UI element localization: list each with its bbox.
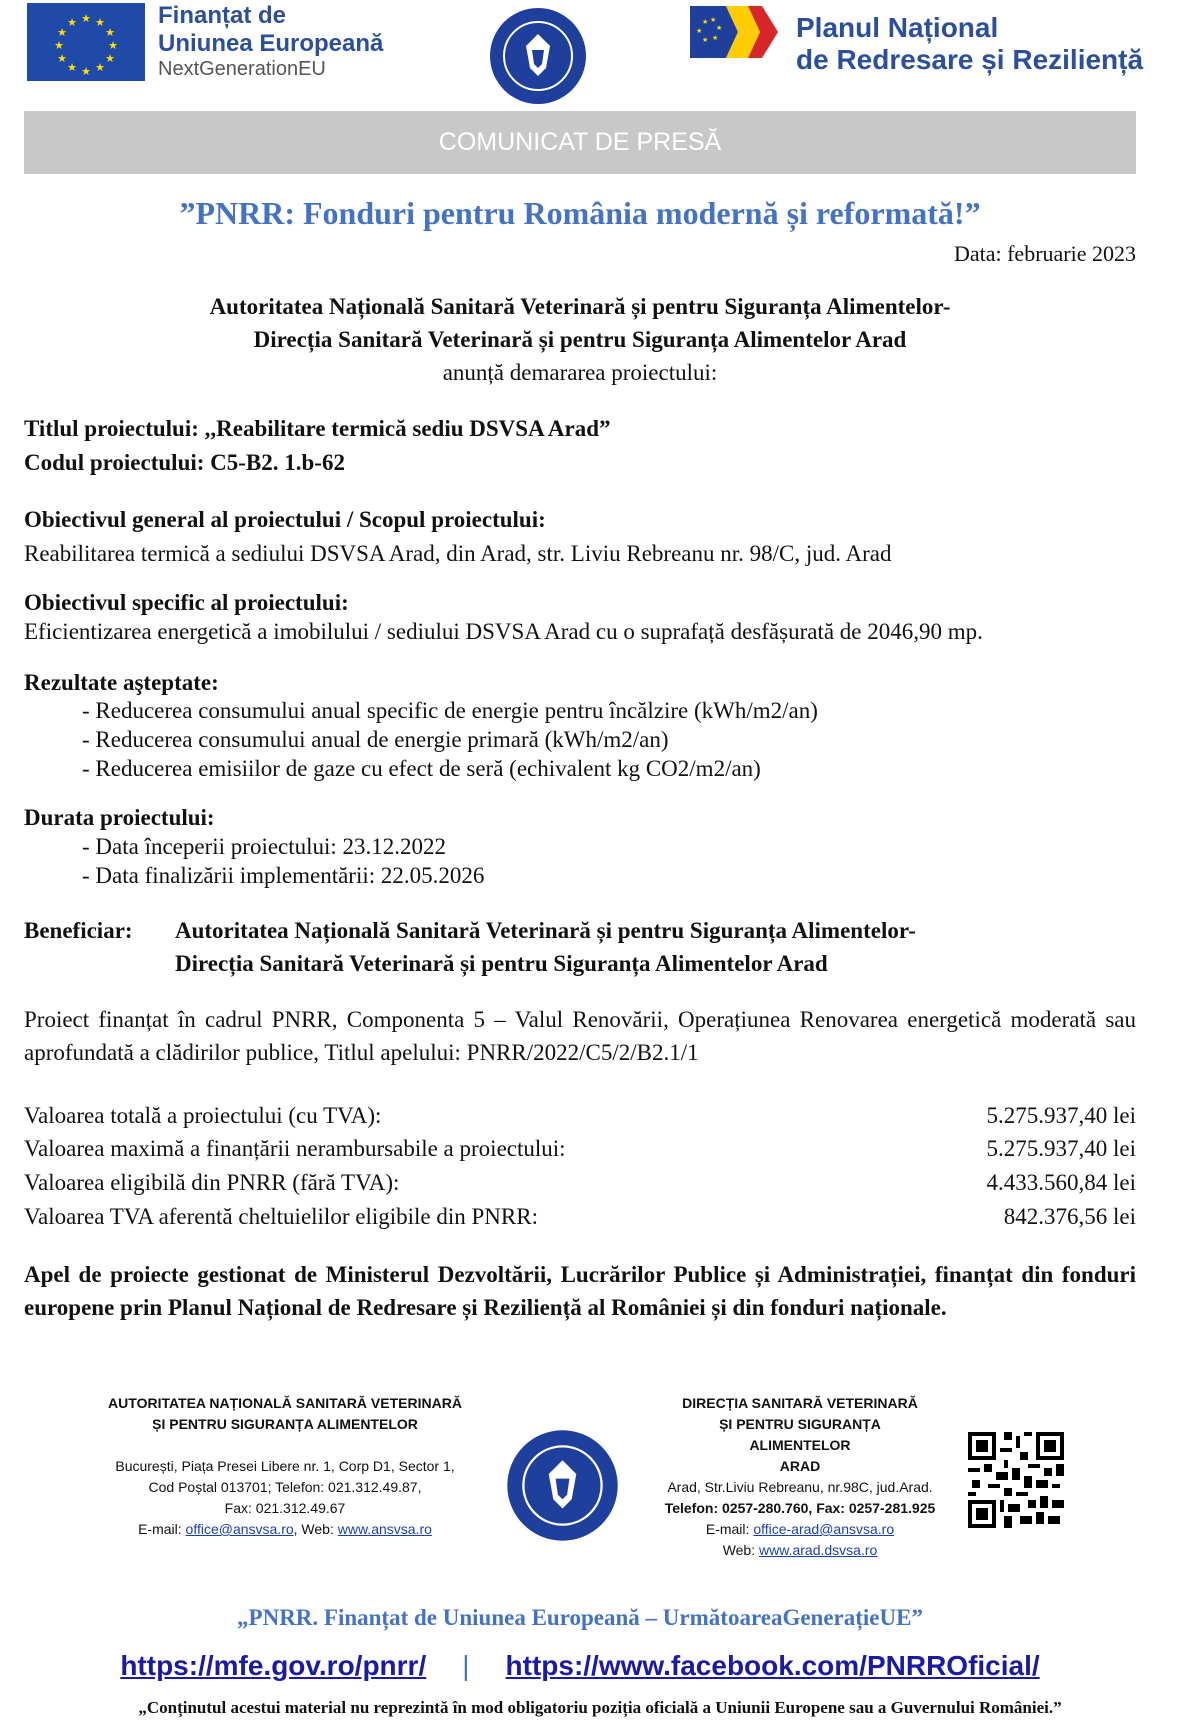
svg-text:★: ★ [67,61,77,74]
svg-text:★: ★ [81,65,91,78]
footer-right-heading-4: ARAD [779,1458,821,1474]
general-objective-text: Reabilitarea termică a sediului DSVSA Arad, din Arad, str. Liviu Rebreanu nr. 98/C, jud. Arad [24,541,892,566]
email-link[interactable]: office-arad@ansvsa.ro [753,1521,895,1537]
footer-left-links [80,1519,490,1540]
duration-heading: Durata proiectului: [24,805,215,830]
value-label: Valoarea TVA aferentă cheltuielilor eligibile din PNRR: [24,1204,538,1229]
footer-links [24,1650,1136,1682]
value-amount: 5.275.937,40 lei [986,1103,1136,1128]
value-label: Valoarea eligibilă din PNRR (fără TVA): [24,1170,400,1195]
eu-flag-logo [27,3,145,81]
authority-line-1: Autoritatea Națională Sanitară Veterinară și pentru Siguranța Alimentelor- [209,294,951,319]
press-release-banner: COMUNICAT DE PRESĂ [24,111,1136,174]
svg-text:★: ★ [54,39,64,52]
email-link[interactable]: office@ansvsa.ro [185,1521,294,1537]
project-title: Titlul proiectului: ,,Reabilitare termică sediu DSVSA Arad” [24,416,611,441]
eu-line-2: Uniunea Europeană [158,30,384,57]
link-separator: | [462,1650,470,1681]
footer-left-address-1: București, Piața Presei Libere nr. 1, Corp D1, Sector 1, [115,1458,455,1474]
page-title: ”PNRR: Fonduri pentru România modernă și reformată!” [179,195,981,231]
government-seal-icon [505,1428,620,1543]
footer-right-web [640,1540,960,1561]
eu-funded-text [158,2,383,58]
footer-left-contact [80,1393,490,1540]
qr-code-icon[interactable] [968,1432,1064,1528]
svg-text:★: ★ [105,26,115,39]
web-label: , Web: [293,1521,334,1537]
result-item: - Reducerea consumului anual specific de energie pentru încălzire (kWh/m2/an) [82,698,818,723]
footer-right-heading-1: DIRECȚIA SANITARĂ VETERINARĂ [682,1395,918,1411]
beneficiary-line-1: Autoritatea Națională Sanitară Veterinară și pentru Siguranța Alimentelor- [175,918,916,943]
pnrr-website-link[interactable]: https://mfe.gov.ro/pnrr/ [120,1650,427,1681]
footer-right-phone: Telefon: 0257-280.760, Fax: 0257-281.925 [664,1500,936,1516]
pnrr-flag-logo [690,2,780,62]
result-item: - Reducerea consumului anual de energie primară (kWh/m2/an) [82,727,669,752]
web-label: Web: [722,1542,756,1558]
svg-text:★: ★ [105,52,115,65]
svg-text:★: ★ [67,16,77,29]
pnrr-line-2: de Redresare și Reziliență [796,44,1144,75]
duration-item: - Data începerii proiectului: 23.12.2022 [82,834,447,859]
authority-line-2: Direcția Sanitară Veterinară și pentru Siguranța Alimentelor Arad [253,327,907,352]
footer-right-contact [640,1393,960,1561]
eu-line-3: NextGenerationEU [158,58,326,80]
authority-line-3: anunță demararea proiectului: [442,360,718,385]
facebook-link[interactable]: https://www.facebook.com/PNRROficial/ [505,1650,1040,1681]
government-seal-icon [488,6,588,106]
funding-text: Proiect finanțat în cadrul PNRR, Componenta 5 – Valul Renovării, Operațiunea Renovarea energetică moderată sau aprofundată a clădirilor publice, Titlul apelului: PNRR/2022/C5/2/B2.1/1 [24,1007,1136,1065]
duration-item: - Data finalizării implementării: 22.05.2026 [82,863,485,888]
footer-right-email [640,1519,960,1540]
footer-left-address-3: Fax: 021.312.49.67 [224,1500,346,1516]
value-amount: 842.376,56 lei [1003,1204,1136,1229]
footer-left-heading-2: ȘI PENTRU SIGURANȚA ALIMENTELOR [152,1416,418,1432]
result-item: - Reducerea emisiilor de gaze cu efect de seră (echivalent kg CO2/m2/an) [82,756,761,781]
svg-text:★: ★ [710,16,717,24]
footer-left-heading-1: AUTORITATEA NAȚIONALĂ SANITARĂ VETERINARĂ [108,1395,462,1411]
release-date: Data: februarie 2023 [953,241,1136,266]
svg-text:★: ★ [81,12,91,25]
svg-text:★: ★ [108,39,118,52]
disclaimer: „Conținutul acestui material nu reprezintă în mod obligatoriu poziția oficială a Uniunii Europene sau a Guvernului României.” [138,1698,1062,1717]
svg-text:★: ★ [57,26,67,39]
value-amount: 4.433.560,84 lei [986,1170,1136,1195]
svg-text:★: ★ [702,36,709,44]
email-label: E-mail: [138,1521,182,1537]
email-label: E-mail: [705,1521,750,1537]
svg-text:★: ★ [95,16,105,29]
svg-text:★: ★ [95,61,105,74]
web-link[interactable]: www.ansvsa.ro [337,1521,432,1537]
specific-objective-text: Eficientizarea energetică a imobilului / sediului DSVSA Arad cu o suprafață desfășurată de 2046,90 mp. [24,619,983,644]
general-objective-heading: Obiectivul general al proiectului / Scopul proiectului: [24,507,546,532]
footer-right-heading-2: ȘI PENTRU SIGURANȚA [719,1416,881,1432]
specific-objective-heading: Obiectivul specific al proiectului: [24,590,349,615]
eu-line-1: Finanțat de [158,2,287,29]
pnrr-line-1: Planul Național [796,12,999,43]
beneficiary-label: Beneficiar: [24,918,133,943]
beneficiary-line-2: Direcția Sanitară Veterinară și pentru Siguranța Alimentelor Arad [175,951,828,976]
value-label: Valoarea totală a proiectului (cu TVA): [24,1103,382,1128]
footer-right-heading-3: ALIMENTELOR [749,1437,851,1453]
project-code: Codul proiectului: C5-B2. 1.b-62 [24,450,345,475]
results-heading: Rezultate aşteptate: [24,670,219,695]
call-statement: Apel de proiecte gestionat de Ministerul Dezvoltării, Lucrărilor Publice și Administrației, finanțat din fonduri europene prin Planul Național de Redresare și Reziliență al României și din fonduri naționale. [24,1262,1136,1320]
svg-text:★: ★ [696,27,703,35]
web-link[interactable]: www.arad.dsvsa.ro [759,1542,878,1558]
footer-left-address-2: Cod Poștal 013701; Telefon: 021.312.49.87, [148,1479,422,1495]
footer-right-address: Arad, Str.Liviu Rebreanu, nr.98C, jud.Arad. [667,1479,933,1495]
value-amount: 5.275.937,40 lei [986,1136,1136,1161]
footer-slogan: „PNRR. Finanțat de Uniunea Europeană – UrmătoareaGenerațieUE” [237,1605,923,1630]
svg-text:★: ★ [716,24,723,32]
svg-text:★: ★ [712,34,719,42]
svg-text:★: ★ [57,52,67,65]
svg-text:★: ★ [702,18,709,26]
value-label: Valoarea maximă a finanțării nerambursabile a proiectului: [24,1136,566,1161]
